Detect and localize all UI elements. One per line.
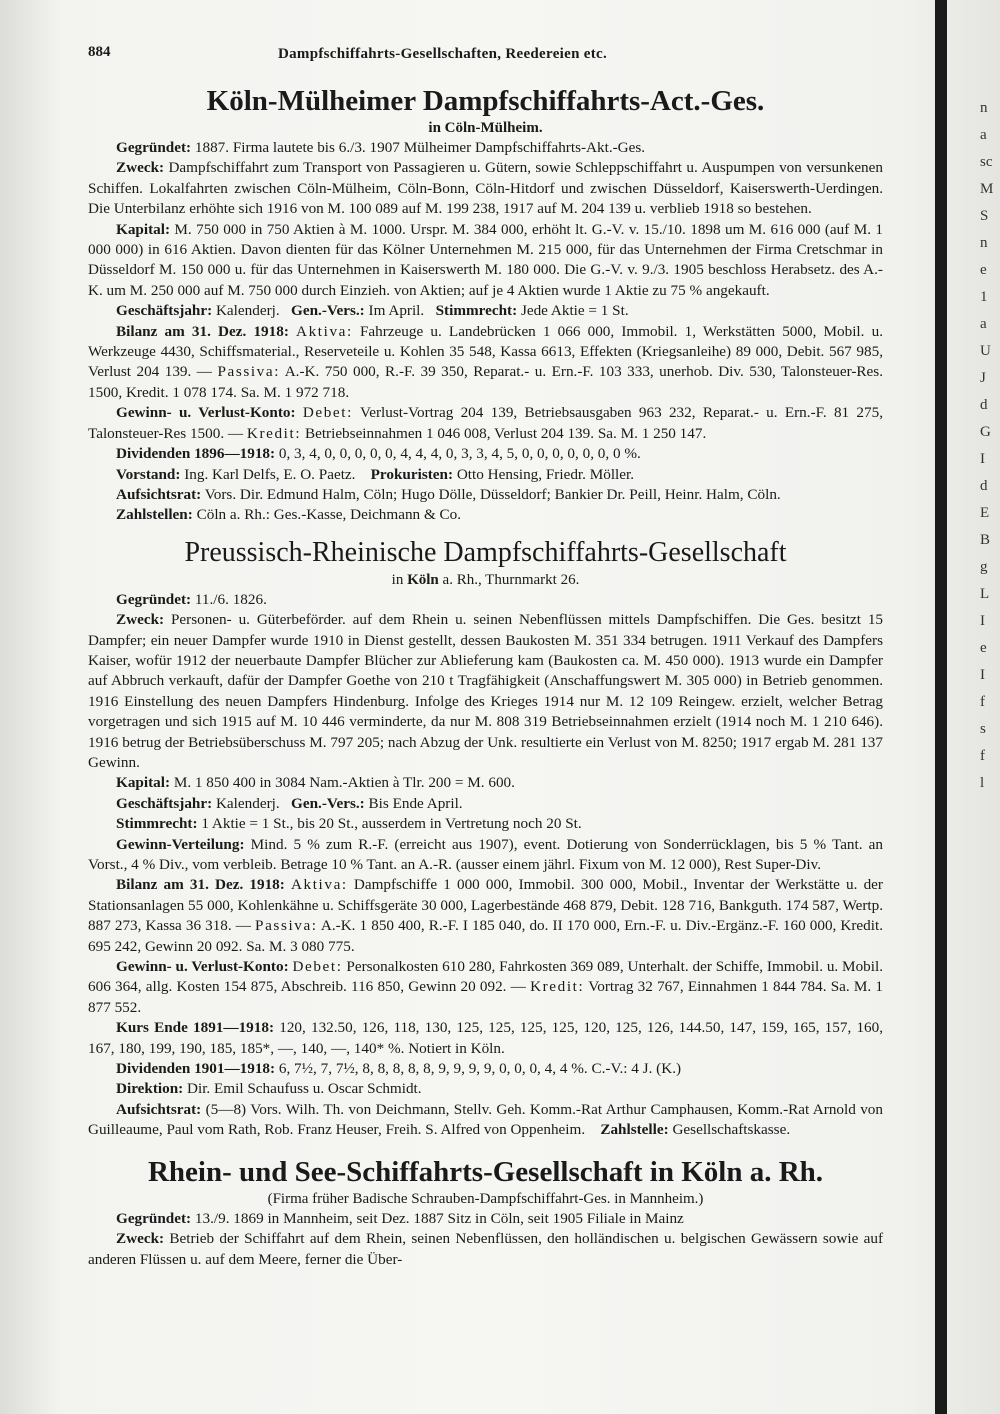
company-location: in Cöln-Mülheim.: [428, 120, 543, 136]
company-title: Köln-Mülheimer Dampfschiffahrts-Act.-Ges.: [206, 85, 765, 117]
margin-letter: E: [980, 505, 990, 521]
margin-letter: a: [980, 127, 987, 143]
margin-letter: S: [980, 208, 989, 224]
dividends-paragraph: Dividenden 1901—1918: 6, 7½, 7, 7½, 8, 8, 8, 8, 8, 9, 9, 9, 9, 0, 0, 0, 4, 4 %. C.-V.: 4 J. (K.): [116, 1060, 682, 1078]
margin-letter: d: [980, 397, 988, 413]
margin-letter: e: [980, 262, 987, 278]
founded-paragraph: Gegründet: 13./9. 1869 in Mannheim, seit Dez. 1887 Sitz in Cöln, seit 1905 Filiale in Mainz: [116, 1209, 684, 1227]
voting-paragraph: Stimmrecht: 1 Aktie = 1 St., bis 20 St., ausserdem in Vertretung noch 20 St.: [116, 815, 582, 833]
share-price-paragraph: Kurs Ende 1891—1918: 120, 132.50, 126, 118, 130, 125, 125, 125, 125, 120, 125, 126, 144.50, 147, 159, 165, 157, 160, 167, 180, 199, 190, 185, 185*, —, 140, —, 140* %. Notiert in Köln.: [88, 1019, 884, 1057]
margin-letter: g: [980, 559, 988, 575]
margin-letter: f: [980, 694, 985, 710]
company-former-name: (Firma früher Badische Schrauben-Dampfschiffahrt-Ges. in Mannheim.): [267, 1190, 704, 1207]
management-paragraph: Direktion: Dir. Emil Schaufuss u. Oscar Schmidt.: [116, 1080, 422, 1098]
margin-letter: n: [980, 235, 988, 251]
balance-paragraph: Bilanz am 31. Dez. 1918: Aktiva: Fahrzeuge u. Landebrücken 1 066 000, Immobil. 1, Werkstätten 5000, Mobil. u. Werkzeuge 4430, Schiffsmaterial., Reserveteile u. Kohlen 35 548, Kassa 6613, Effekten (Kriegsanleihe) 89 000, Debit. 567 985, Verlust 204 139. — Passiva: A.-K. 750 000, R.-F. 39 350, Reparat.- u. Ern.-F. 103 333, unerhob. Div. 530, Talonsteuer-Res. 1500, Kredit. 1 078 174. Sa. M. 1 972 718.: [88, 322, 884, 401]
purpose-paragraph: Zweck: Personen- u. Güterbeförder. auf dem Rhein u. seinen Nebenflüssen mittels Dampfschiffen. Die Ges. besitzt 15 Dampfer; ein neuer Dampfer wurde 1910 in Dienst gestellt, dessen Baukosten M. 351 334 betrugen. 1911 Verkauf des Dampfers Kaiser, wofür 1912 der neuerbaute Dampfer Blücher zur Ablieferung kam (Baukosten ca. M. 450 000). 1913 wurde ein Dampfer auf Abbruch verkauft, dafür der Dampfer Goethe von 210 t Tragfähigkeit (Anschaffungswert M. 305 000) in Betrieb genommen. 1916 Einstellung des neuen Dampfers Hindenburg. Infolge des Krieges 1914 nur M. 12 109 Reingew. erzielt, welcher Betrag vorgetragen und sich 1915 auf M. 10 446 verminderte, da nur M. 808 319 Betriebseinnahmen erzielt (1914 noch M. 1 210 646). 1916 betrug der Betriebsüberschuss M. 797 205; nach Abzug der Unk. resultierte ein Verlust von M. 8250; 1917 ergab M. 281 137 Gewinn.: [88, 611, 884, 771]
company-location: in Köln a. Rh., Thurnmarkt 26.: [391, 571, 580, 588]
entry-koeln-muelheimer: [88, 84, 883, 526]
entry-rhein-und-see: [88, 1155, 883, 1270]
founded-paragraph: Gegründet: 1887. Firma lautete bis 6./3. 1907 Mülheimer Dampfschiffahrts-Akt.-Ges.: [116, 139, 646, 156]
margin-letter: e: [980, 640, 987, 656]
margin-letter: s: [980, 721, 986, 737]
fiscal-year-paragraph: Geschäftsjahr: Kalenderj. Gen.-Vers.: Im April. Stimmrecht: Jede Aktie = 1 St.: [116, 302, 629, 320]
profit-loss-paragraph: Gewinn- u. Verlust-Konto: Debet: Verlust-Vortrag 204 139, Betriebsausgaben 963 232, Reparat.- u. Ern.-F. 81 275, Talonsteuer-Res 1500. — Kredit: Betriebseinnahmen 1 046 008, Verlust 204 139. Sa. M. 1 250 147.: [88, 404, 883, 442]
margin-letter: I: [980, 667, 985, 683]
company-title: Preussisch-Rheinische Dampfschiffahrts-Gesellschaft: [184, 536, 787, 568]
margin-letter: M: [980, 181, 994, 197]
margin-letter: U: [980, 343, 991, 359]
margin-letter: d: [980, 478, 988, 494]
margin-letter: sc: [980, 154, 993, 170]
company-title: Rhein- und See-Schiffahrts-Gesellschaft in Köln a. Rh.: [147, 1155, 824, 1188]
board-paragraph: Vorstand: Ing. Karl Delfs, E. O. Paetz. Prokuristen: Otto Hensing, Friedr. Möller.: [116, 465, 635, 483]
margin-letter: a: [980, 316, 987, 332]
profit-distribution-paragraph: Gewinn-Verteilung: Mind. 5 % zum R.-F. (erreicht aus 1907), event. Dotierung von Sonderrücklagen, bis 5 % Tant. an Vorst., 4 % Div., vom verbleib. Betrage 10 % Tant. an A.-R. (ausser einem jährl. Fixum von M. 12 000), Rest Super-Div.: [88, 835, 883, 873]
text-column: [88, 36, 883, 1270]
running-title: Dampfschiffahrts-Gesellschaften, Reedereien etc.: [278, 46, 608, 62]
margin-letter: n: [980, 100, 988, 116]
purpose-paragraph: Zweck: Dampfschiffahrt zum Transport von Passagieren u. Gütern, sowie Schleppschiffahrt u. Auspumpen von versunkenen Schiffen. Lokalfahrten zwischen Cöln-Mülheim, Cöln-Bonn, Cöln-Hitdorf und zwischen Düsseldorf, Kaiserswerth-Uerdingen. Die Unterbilanz erhöhte sich 1916 von M. 100 089 auf M. 199 238, 1917 auf M. 204 139 u. verblieb 1918 so bestehen.: [88, 159, 883, 218]
book-spine-shadow: [935, 0, 947, 1414]
profit-loss-paragraph: Gewinn- u. Verlust-Konto: Debet: Personalkosten 610 280, Fahrkosten 369 089, Unterhalt. der Schiffe, Immobil. u. Mobil. 606 364, allg. Kosten 154 875, Abschreib. 116 850, Gewinn 20 092. — Kredit: Vortrag 32 767, Einnahmen 1 844 784. Sa. M. 1 877 552.: [88, 958, 883, 1016]
margin-letter: I: [980, 451, 985, 467]
paying-agents-paragraph: Zahlstellen: Cöln a. Rh.: Ges.-Kasse, Deichmann & Co.: [116, 506, 462, 524]
purpose-paragraph: Zweck: Betrieb der Schiffahrt auf dem Rhein, seinen Nebenflüssen, den holländischen u. belgischen Gewässern sowie auf anderen Flüssen u. auf dem Meere, ferner die Über-: [88, 1230, 884, 1268]
margin-letter: 1: [980, 289, 988, 305]
margin-letter: G: [980, 424, 991, 440]
margin-letter: I: [980, 613, 985, 629]
margin-letter: l: [980, 775, 985, 791]
adjacent-page-margin: [980, 95, 1000, 797]
supervisory-board-paragraph: Aufsichtsrat: Vors. Dir. Edmund Halm, Cöln; Hugo Dölle, Düsseldorf; Bankier Dr. Peill, Heinr. Halm, Cöln.: [116, 485, 781, 503]
margin-letter: f: [980, 748, 985, 764]
capital-paragraph: Kapital: M. 1 850 400 in 3084 Nam.-Aktien à Tlr. 200 = M. 600.: [116, 774, 515, 792]
margin-letter: J: [980, 370, 986, 386]
page-number: 884: [88, 44, 111, 60]
supervisory-board-paragraph: Aufsichtsrat: (5—8) Vors. Wilh. Th. von Deichmann, Stellv. Geh. Komm.-Rat Arthur Camphausen, Komm.-Rat Arnold von Guilleaume, Paul vom Rath, Rob. Franz Heuser, Freih. S. Alfred von Oppenheim. Zahlstelle: Gesellschaftskasse.: [88, 1100, 883, 1139]
margin-letter: B: [980, 532, 991, 548]
running-header: [88, 36, 883, 76]
dividends-paragraph: Dividenden 1896—1918: 0, 3, 4, 0, 0, 0, 0, 0, 4, 4, 4, 0, 3, 3, 4, 5, 0, 0, 0, 0, 0, 0, 0 %.: [116, 445, 641, 463]
fiscal-year-paragraph: Geschäftsjahr: Kalenderj. Gen.-Vers.: Bis Ende April.: [116, 794, 463, 812]
capital-paragraph: Kapital: M. 750 000 in 750 Aktien à M. 1000. Urspr. M. 384 000, erhöht lt. G.-V. v. 15./10. 1898 um M. 616 000 (auf M. 1 000 000) in 616 Aktien. Davon dienten für das Kölner Unternehmen M. 215 000, für das Unternehmen der Firma Cretschmar in Düsseldorf M. 150 000 u. für das Unternehmen in Kaiserswerth M. 180 000. Die G.-V. v. 9./3. 1905 beschloss Herabsetz. des A.-K. um M. 250 000 auf M. 750 000 durch Einzieh. von Aktien; auf je 4 Aktien wurde 1 Aktie zu 75 % angekauft.: [88, 220, 884, 299]
founded-paragraph: Gegründet: 11./6. 1826.: [116, 590, 267, 608]
margin-letter: L: [980, 586, 990, 602]
entry-preussisch-rheinische: [88, 536, 883, 1141]
balance-paragraph: Bilanz am 31. Dez. 1918: Aktiva: Dampfschiffe 1 000 000, Immobil. 300 000, Mobil., Inventar der Werkstätte u. der Stationsanlagen 55 000, Kohlenkähne u. Schiffsgeräte 30 000, Lagerbestände 468 879, Debit. 128 716, Bankguth. 174 587, Wertp. 887 273, Kassa 36 318. — Passiva: A.-K. 1 850 400, R.-F. I 185 040, do. II 170 000, Ern.-F. u. Div.-Ergänz.-F. 160 000, Kredit. 695 242, Gewinn 20 092. Sa. M. 3 080 775.: [88, 876, 884, 955]
